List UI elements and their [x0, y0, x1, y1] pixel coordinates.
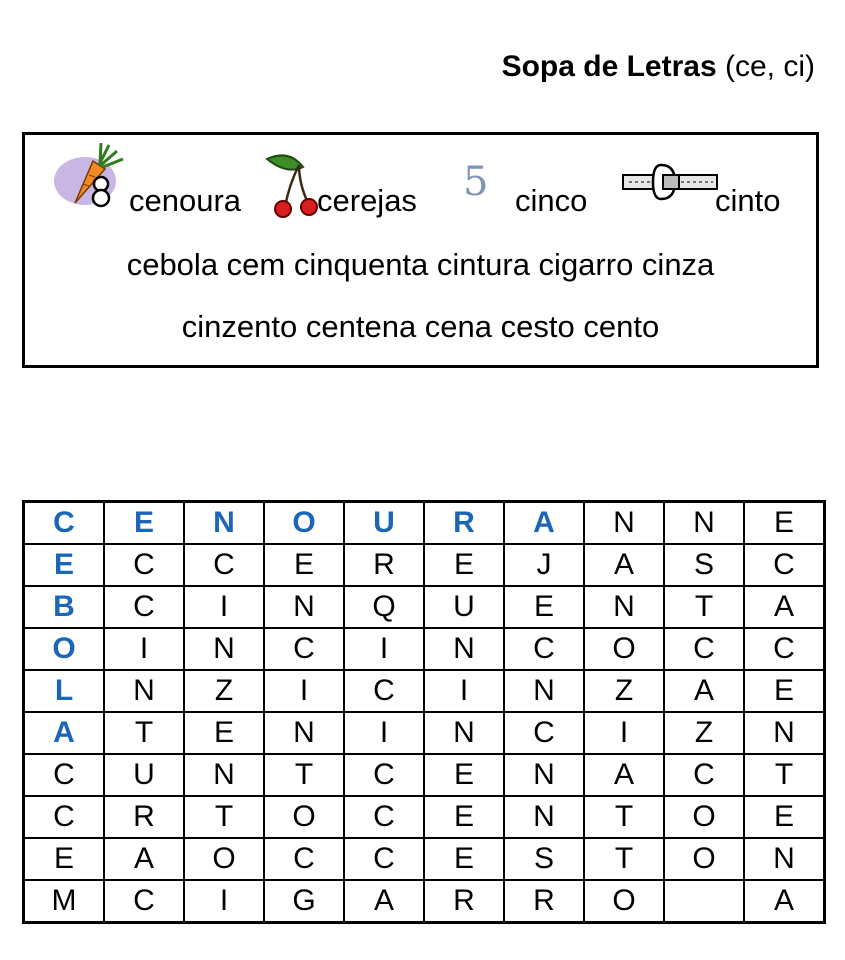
grid-cell[interactable]: C — [344, 796, 424, 838]
grid-cell[interactable]: N — [264, 712, 344, 754]
grid-cell[interactable] — [664, 880, 744, 923]
grid-row — [24, 670, 825, 712]
grid-cell[interactable]: T — [104, 712, 184, 754]
grid-cell[interactable]: E — [24, 544, 105, 586]
grid-cell[interactable]: E — [424, 838, 504, 880]
grid-cell[interactable]: U — [344, 502, 424, 545]
grid-row — [24, 712, 825, 754]
grid-cell[interactable]: T — [264, 754, 344, 796]
grid-cell[interactable]: I — [344, 712, 424, 754]
grid-cell[interactable]: R — [424, 502, 504, 545]
grid-cell[interactable]: E — [24, 838, 105, 880]
grid-cell[interactable]: A — [744, 880, 825, 923]
grid-cell[interactable]: C — [24, 754, 105, 796]
grid-cell[interactable]: C — [504, 712, 584, 754]
grid-cell[interactable]: E — [504, 586, 584, 628]
grid-cell[interactable]: O — [664, 796, 744, 838]
grid-cell[interactable]: N — [504, 670, 584, 712]
grid-cell[interactable]: N — [744, 838, 825, 880]
carrot-icon — [51, 137, 131, 209]
grid-cell[interactable]: R — [104, 796, 184, 838]
grid-cell[interactable]: N — [584, 502, 664, 545]
grid-cell[interactable]: I — [584, 712, 664, 754]
five-digit-icon: 5 — [463, 159, 489, 205]
grid-cell[interactable]: C — [664, 754, 744, 796]
belt-icon — [621, 161, 719, 205]
grid-cell[interactable]: C — [184, 544, 264, 586]
grid-cell[interactable]: A — [584, 544, 664, 586]
grid-cell[interactable]: N — [424, 628, 504, 670]
grid-cell[interactable]: E — [744, 502, 825, 545]
grid-cell[interactable]: C — [264, 628, 344, 670]
grid-cell[interactable]: A — [24, 712, 105, 754]
grid-cell[interactable]: I — [344, 628, 424, 670]
word-list-line-2: cinzento centena cena cesto cento — [181, 309, 660, 344]
grid-cell[interactable]: O — [584, 628, 664, 670]
grid-cell[interactable]: N — [184, 754, 264, 796]
grid-row — [24, 586, 825, 628]
grid-row — [24, 796, 825, 838]
grid-cell[interactable]: G — [264, 880, 344, 923]
grid-cell[interactable]: N — [184, 502, 264, 545]
grid-cell[interactable]: E — [424, 754, 504, 796]
grid-cell[interactable]: R — [344, 544, 424, 586]
grid-cell[interactable]: A — [744, 586, 825, 628]
word-cerejas: cerejas — [317, 183, 417, 218]
grid-cell[interactable]: C — [24, 502, 105, 545]
title-main: Sopa de Letras — [501, 50, 717, 83]
grid-cell[interactable]: O — [664, 838, 744, 880]
grid-cell[interactable]: S — [664, 544, 744, 586]
grid-cell[interactable]: T — [584, 838, 664, 880]
grid-cell[interactable]: Z — [664, 712, 744, 754]
grid-row — [24, 628, 825, 670]
grid-cell[interactable]: A — [664, 670, 744, 712]
grid-cell[interactable]: B — [24, 586, 105, 628]
word-cinco: cinco — [515, 183, 588, 218]
grid-cell[interactable]: M — [24, 880, 105, 923]
grid-cell[interactable]: I — [424, 670, 504, 712]
grid-cell[interactable]: C — [344, 754, 424, 796]
grid-cell[interactable]: T — [664, 586, 744, 628]
grid-cell[interactable]: N — [184, 628, 264, 670]
grid-cell[interactable]: S — [504, 838, 584, 880]
letter-grid — [22, 500, 826, 924]
grid-row — [24, 544, 825, 586]
grid-cell[interactable]: I — [184, 586, 264, 628]
grid-cell[interactable]: C — [104, 544, 184, 586]
grid-cell[interactable]: E — [264, 544, 344, 586]
grid-row — [24, 880, 825, 923]
grid-cell[interactable]: C — [744, 544, 825, 586]
grid-cell[interactable]: E — [104, 502, 184, 545]
grid-row — [24, 754, 825, 796]
grid-cell[interactable]: C — [24, 796, 105, 838]
grid-cell[interactable]: U — [424, 586, 504, 628]
grid-cell[interactable]: N — [584, 586, 664, 628]
grid-cell[interactable]: Z — [584, 670, 664, 712]
grid-cell[interactable]: A — [504, 502, 584, 545]
title-subtitle: (ce, ci) — [716, 50, 815, 83]
grid-cell[interactable]: O — [584, 880, 664, 923]
grid-cell[interactable]: N — [264, 586, 344, 628]
grid-cell[interactable]: N — [504, 796, 584, 838]
grid-cell[interactable]: Q — [344, 586, 424, 628]
grid-cell[interactable]: N — [664, 502, 744, 545]
grid-cell[interactable]: C — [104, 880, 184, 923]
grid-cell[interactable]: C — [104, 586, 184, 628]
grid-cell[interactable]: E — [424, 796, 504, 838]
grid-cell[interactable]: T — [744, 754, 825, 796]
grid-cell[interactable]: E — [744, 796, 825, 838]
grid-cell[interactable]: E — [184, 712, 264, 754]
grid-cell[interactable]: N — [744, 712, 825, 754]
grid-cell[interactable]: R — [504, 880, 584, 923]
grid-cell[interactable]: O — [184, 838, 264, 880]
grid-cell[interactable]: N — [424, 712, 504, 754]
word-cenoura: cenoura — [129, 183, 242, 218]
grid-cell[interactable]: E — [424, 544, 504, 586]
grid-cell[interactable]: U — [104, 754, 184, 796]
grid-cell[interactable]: C — [504, 628, 584, 670]
grid-cell[interactable]: C — [264, 838, 344, 880]
grid-cell[interactable]: T — [184, 796, 264, 838]
grid-cell[interactable]: C — [744, 628, 825, 670]
grid-cell[interactable]: C — [344, 838, 424, 880]
grid-cell[interactable]: L — [24, 670, 105, 712]
grid-cell[interactable]: I — [264, 670, 344, 712]
grid-cell[interactable]: A — [584, 754, 664, 796]
grid-row — [24, 502, 825, 545]
grid-cell[interactable]: C — [664, 628, 744, 670]
word-list-box — [22, 132, 819, 368]
grid-row — [24, 838, 825, 880]
grid-cell[interactable]: C — [344, 670, 424, 712]
grid-cell[interactable]: T — [584, 796, 664, 838]
grid-cell[interactable]: N — [104, 670, 184, 712]
grid-cell[interactable]: Z — [184, 670, 264, 712]
grid-cell[interactable]: E — [744, 670, 825, 712]
grid-cell[interactable]: A — [344, 880, 424, 923]
grid-cell[interactable]: N — [504, 754, 584, 796]
word-list-line-1: cebola cem cinquenta cintura cigarro cinza — [126, 247, 715, 282]
grid-cell[interactable]: R — [424, 880, 504, 923]
grid-cell[interactable]: I — [184, 880, 264, 923]
word-cinto: cinto — [715, 183, 781, 218]
grid-cell[interactable]: A — [104, 838, 184, 880]
grid-cell[interactable]: O — [24, 628, 105, 670]
grid-cell[interactable]: I — [104, 628, 184, 670]
grid-cell[interactable]: O — [264, 502, 344, 545]
grid-cell[interactable]: J — [504, 544, 584, 586]
page-title — [502, 50, 815, 84]
grid-cell[interactable]: O — [264, 796, 344, 838]
